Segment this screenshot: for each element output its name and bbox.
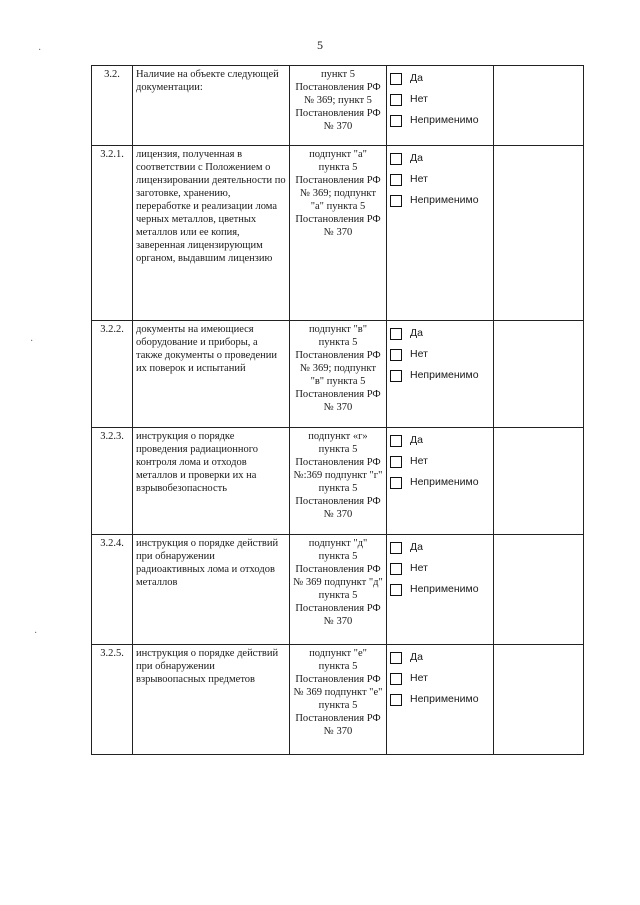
checklist-row <box>92 321 584 428</box>
legal-reference: подпункт "а" пункта 5 Постановления РФ № 369; подпункт "а" пункта 5 Постановления РФ № 370 <box>290 146 387 321</box>
checkbox-icon[interactable] <box>390 349 402 361</box>
checklist-table <box>91 65 584 755</box>
answer-option[interactable] <box>390 323 490 344</box>
option-label: Неприменимо <box>410 369 479 381</box>
answer-options <box>387 428 494 535</box>
answer-option[interactable] <box>390 537 490 558</box>
notes-cell[interactable] <box>494 645 584 755</box>
answer-option[interactable] <box>390 68 490 89</box>
option-label: Да <box>410 434 423 446</box>
answer-option[interactable] <box>390 365 490 386</box>
checkbox-icon[interactable] <box>390 435 402 447</box>
option-label: Нет <box>410 455 428 467</box>
notes-cell[interactable] <box>494 321 584 428</box>
answer-option[interactable] <box>390 169 490 190</box>
checklist-row <box>92 146 584 321</box>
answer-option[interactable] <box>390 430 490 451</box>
row-number: 3.2.5. <box>92 645 133 755</box>
row-number: 3.2.1. <box>92 146 133 321</box>
checkbox-icon[interactable] <box>390 673 402 685</box>
checklist-row <box>92 645 584 755</box>
answer-option[interactable] <box>390 647 490 668</box>
option-label: Неприменимо <box>410 114 479 126</box>
scan-speck: · <box>30 336 34 347</box>
option-label: Нет <box>410 348 428 360</box>
requirement-text: инструкция о порядке действий при обнаружении радиоактивных лома и отходов металлов <box>133 535 290 645</box>
notes-cell[interactable] <box>494 146 584 321</box>
checkbox-icon[interactable] <box>390 94 402 106</box>
answer-options <box>387 146 494 321</box>
answer-option[interactable] <box>390 190 490 211</box>
checkbox-icon[interactable] <box>390 115 402 127</box>
option-label: Да <box>410 152 423 164</box>
option-label: Нет <box>410 562 428 574</box>
legal-reference: подпункт «г» пункта 5 Постановления РФ №:369 подпункт "г" пункта 5 Постановления РФ № 370 <box>290 428 387 535</box>
checklist-row <box>92 66 584 146</box>
option-label: Неприменимо <box>410 476 479 488</box>
option-label: Да <box>410 541 423 553</box>
checkbox-icon[interactable] <box>390 584 402 596</box>
option-label: Да <box>410 327 423 339</box>
option-label: Да <box>410 651 423 663</box>
checkbox-icon[interactable] <box>390 73 402 85</box>
checkbox-icon[interactable] <box>390 328 402 340</box>
checkbox-icon[interactable] <box>390 694 402 706</box>
checkbox-icon[interactable] <box>390 542 402 554</box>
answer-option[interactable] <box>390 689 490 710</box>
answer-option[interactable] <box>390 579 490 600</box>
row-number: 3.2.4. <box>92 535 133 645</box>
answer-option[interactable] <box>390 451 490 472</box>
option-label: Нет <box>410 173 428 185</box>
requirement-text: Наличие на объекте следующей документации: <box>133 66 290 146</box>
scan-speck: · <box>34 628 38 639</box>
answer-option[interactable] <box>390 558 490 579</box>
option-label: Неприменимо <box>410 693 479 705</box>
answer-options <box>387 645 494 755</box>
answer-option[interactable] <box>390 668 490 689</box>
checklist-row <box>92 535 584 645</box>
legal-reference: подпункт "е" пункта 5 Постановления РФ № 369 подпункт "е" пункта 5 Постановления РФ № 370 <box>290 645 387 755</box>
requirement-text: инструкция о порядке проведения радиационного контроля лома и отходов металлов и проверки их на взрывобезопасность <box>133 428 290 535</box>
checkbox-icon[interactable] <box>390 195 402 207</box>
notes-cell[interactable] <box>494 66 584 146</box>
requirement-text: документы на имеющиеся оборудование и приборы, а также документы о проведении их поверок и испытаний <box>133 321 290 428</box>
option-label: Нет <box>410 93 428 105</box>
answer-options <box>387 321 494 428</box>
page-number: 5 <box>317 38 323 52</box>
checkbox-icon[interactable] <box>390 563 402 575</box>
checklist-row <box>92 428 584 535</box>
requirement-text: лицензия, полученная в соответствии с Положением о лицензировании деятельности по заготовке, хранению, переработке и реализации лома черных металлов, цветных металлов или ее копия, заверенная лицензирующим органом, выдавшим лицензию <box>133 146 290 321</box>
checkbox-icon[interactable] <box>390 174 402 186</box>
answer-options <box>387 535 494 645</box>
answer-option[interactable] <box>390 110 490 131</box>
checkbox-icon[interactable] <box>390 477 402 489</box>
checkbox-icon[interactable] <box>390 153 402 165</box>
option-label: Неприменимо <box>410 583 479 595</box>
answer-option[interactable] <box>390 148 490 169</box>
answer-option[interactable] <box>390 344 490 365</box>
row-number: 3.2.3. <box>92 428 133 535</box>
option-label: Да <box>410 72 423 84</box>
notes-cell[interactable] <box>494 535 584 645</box>
option-label: Нет <box>410 672 428 684</box>
answer-option[interactable] <box>390 472 490 493</box>
legal-reference: подпункт "в" пункта 5 Постановления РФ № 369; подпункт "в" пункта 5 Постановления РФ № 370 <box>290 321 387 428</box>
checkbox-icon[interactable] <box>390 652 402 664</box>
checkbox-icon[interactable] <box>390 456 402 468</box>
row-number: 3.2.2. <box>92 321 133 428</box>
answer-options <box>387 66 494 146</box>
option-label: Неприменимо <box>410 194 479 206</box>
checkbox-icon[interactable] <box>390 370 402 382</box>
scan-speck: · <box>38 45 42 56</box>
legal-reference: подпункт "д" пункта 5 Постановления РФ № 369 подпункт "д" пункта 5 Постановления РФ № 370 <box>290 535 387 645</box>
row-number: 3.2. <box>92 66 133 146</box>
legal-reference: пункт 5 Постановления РФ № 369; пункт 5 Постановления РФ № 370 <box>290 66 387 146</box>
answer-option[interactable] <box>390 89 490 110</box>
requirement-text: инструкция о порядке действий при обнаружении взрывоопасных предметов <box>133 645 290 755</box>
notes-cell[interactable] <box>494 428 584 535</box>
